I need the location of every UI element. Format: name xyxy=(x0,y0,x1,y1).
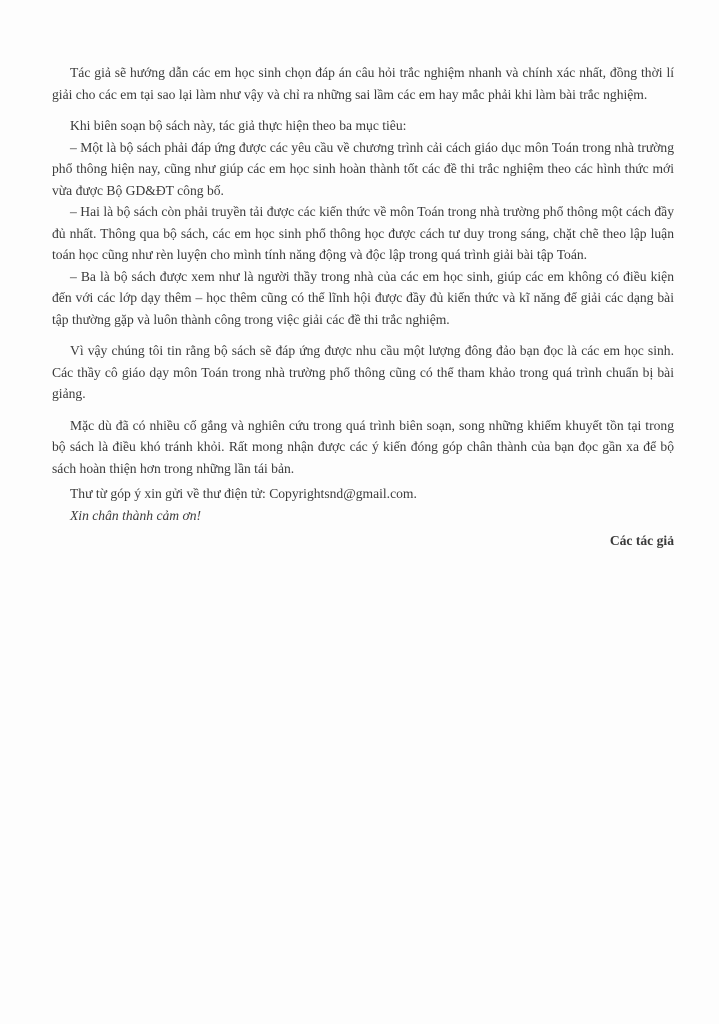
belief-paragraph: Vì vậy chúng tôi tin rằng bộ sách sẽ đáp ứng được nhu cầu một lượng đông đảo bạn đọc là các em học sinh. Các thầy cô giáo dạy môn Toán trong nhà trường phổ thông cũng có thể tham khảo trong quá trình chuẩn bị bài giảng. xyxy=(52,343,674,401)
thanks-line: Xin chân thành cảm ơn! xyxy=(70,507,202,523)
intro-paragraph: Tác giả sẽ hướng dẫn các em học sinh chọn đáp án câu hỏi trắc nghiệm nhanh và chính xác nhất, đồng thời lí giải cho các em tại sao lại làm như vậy và chỉ ra những sai lầm các em hay mắc phải khi làm bài trắc nghiệm. xyxy=(52,65,674,102)
contact-line: Thư từ góp ý xin gửi về thư điện tử: Copyrightsnd@gmail.com. xyxy=(70,486,417,501)
apology-paragraph: Mặc dù đã có nhiều cố gắng và nghiên cứu trong quá trình biên soạn, song những khiếm khuyết tồn tại trong bộ sách là điều khó tránh khỏi. Rất mong nhận được các ý kiến đóng góp chân thành của bạn đọc gần xa để bộ sách hoàn thiện hơn trong những lần tái bản. xyxy=(52,417,674,476)
objective-item: – Hai là bộ sách còn phải truyền tải được các kiến thức về môn Toán trong nhà trường phổ thông một cách đầy đủ nhất. Thông qua bộ sách, các em học sinh phổ thông học được cách tư duy trong sáng, chặt chẽ theo lập luận toán học cũng như rèn luyện cho mình tính năng động và độc lập trong quá trình giải bài tập Toán. xyxy=(52,204,674,262)
objectives-lead: Khi biên soạn bộ sách này, tác giả thực hiện theo ba mục tiêu: xyxy=(70,118,407,133)
signature: Các tác giả xyxy=(609,533,674,548)
objective-item: – Ba là bộ sách được xem như là người thầy trong nhà của các em học sinh, giúp các em không có điều kiện đến với các lớp dạy thêm – học thêm cũng có thể lĩnh hội được đầy đủ kiến thức và kĩ năng để giải các dạng bài tập thường gặp và luôn thành công trong việc giải các đề thi trắc nghiệm. xyxy=(52,268,674,327)
document-body xyxy=(52,62,674,552)
objective-item: – Một là bộ sách phải đáp ứng được các yêu cầu về chương trình cải cách giáo dục môn Toán trong nhà trường phổ thông hiện nay, cũng như giúp các em học sinh hoàn thành tốt các đề thi trắc nghiệm theo các hình thức mới vừa được Bộ GD&ĐT công bố. xyxy=(52,139,674,198)
